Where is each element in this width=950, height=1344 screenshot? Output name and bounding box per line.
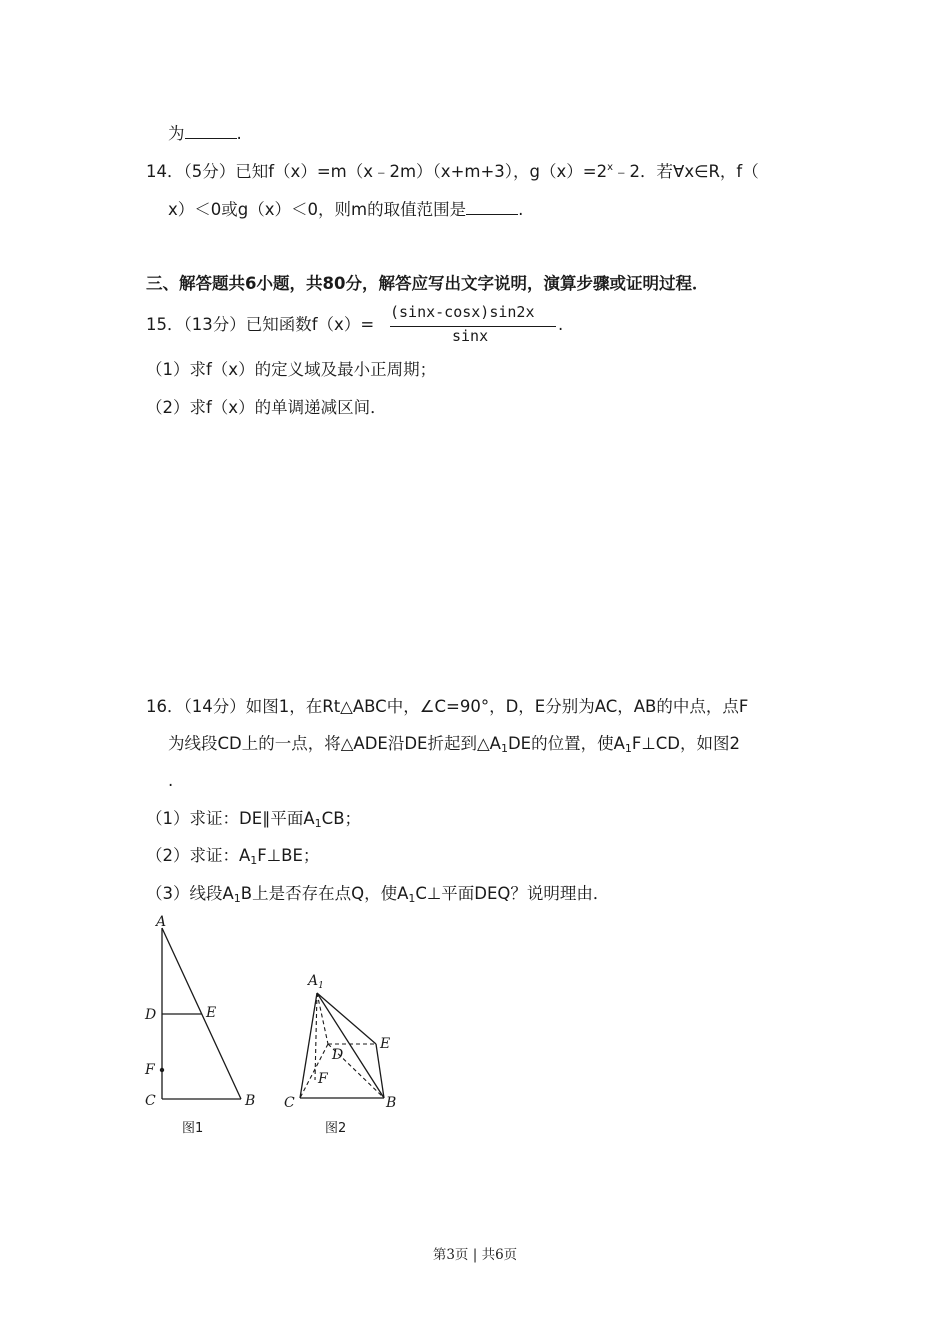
label-E: E (380, 1036, 391, 1052)
figure-2-caption: 图2 (325, 1121, 347, 1136)
label-D: D (145, 1007, 157, 1023)
label-E: E (206, 1005, 217, 1021)
label-A1: $A_1$ (308, 973, 324, 991)
fraction-numerator: (sinx-cosx)sin2x (390, 303, 535, 321)
q15-stem: 15．（13分）已知函数f（x）= (146, 315, 375, 334)
label-D: D (332, 1047, 344, 1063)
label-F: F (145, 1062, 155, 1078)
q14-line-1: 14．（5分）已知f（x）=m（x﹣2m）（x+m+3），$g(x)=2^x﹣2$．若∀x∈R，f（ (146, 162, 759, 181)
answer-blank (185, 121, 237, 139)
segment-EB (376, 1044, 384, 1098)
q16-line-1: 16．（14分）如图1，在Rt△ABC中，∠C=90°，D，E分别为AC，AB的中点，点F (146, 697, 749, 716)
figure-2 (280, 965, 420, 1140)
q16-part-3: （3）线段$A_1B$上是否存在点Q，使$A_1C\perp$平面DEQ？说明理由． (146, 884, 610, 905)
label-C: C (284, 1095, 295, 1111)
label-C: C (145, 1093, 156, 1109)
label-B: B (386, 1095, 397, 1111)
q15-part-2: （2）求f（x）的单调递减区间． (146, 398, 387, 417)
q15-part-1: （1）求f（x）的定义域及最小正周期； (146, 360, 437, 379)
q16-part-1: （1）求证：DE∥平面$A_1CB$； (146, 809, 362, 830)
q14-line-2: x）＜0或g（x）＜0，则m的取值范围是 . (168, 197, 523, 222)
q13-tail: 为 . (168, 121, 242, 146)
page-footer: 第3页 | 共6页 (432, 1247, 518, 1263)
q16-line-3: . (168, 771, 174, 790)
q16-part-2: （2）求证：$A_1F\perp BE$； (146, 846, 320, 867)
label-B: B (245, 1093, 256, 1109)
section-heading: 三、解答题共6小题，共80分，解答应写出文字说明，演算步骤或证明过程． (146, 274, 709, 293)
label-F: F (318, 1071, 328, 1087)
q16-line-2: 为线段CD上的一点，将△ADE沿DE折起到$\triangle A_1DE$的位置，使$A_1F\perp CD$，如图2 (168, 734, 740, 755)
point-F (160, 1068, 164, 1072)
label-A: A (156, 914, 167, 930)
answer-blank (466, 197, 518, 215)
q15-period: . (558, 315, 564, 334)
figure-1-caption: 图1 (182, 1121, 204, 1136)
figure-1 (140, 910, 280, 1140)
q15-fraction (390, 303, 565, 351)
fraction-denominator: sinx (452, 327, 489, 345)
